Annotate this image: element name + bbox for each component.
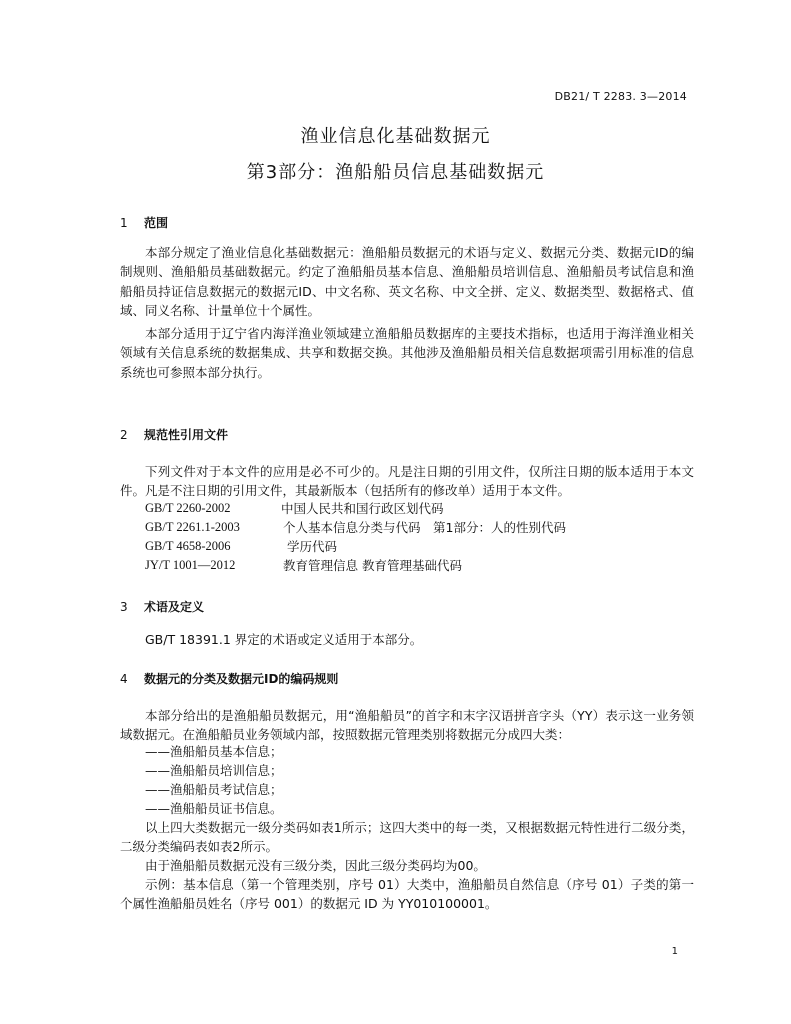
reference-code: GB/T 2260-2002 — [145, 501, 231, 515]
section-2-heading — [120, 426, 228, 443]
third-level-note: 由于渔船船员数据元没有三级分类，因此三级分类码均为00。 — [145, 858, 486, 873]
section-title: 规范性引用文件 — [144, 428, 229, 442]
section-title: 术语及定义 — [144, 600, 205, 614]
section-number: 4 — [120, 672, 128, 686]
reference-code: GB/T 4658-2006 — [145, 539, 231, 553]
reference-code: JY/T 1001—2012 — [145, 558, 236, 572]
section-number: 2 — [120, 428, 128, 442]
section-number: 3 — [120, 600, 128, 614]
section-1-heading — [120, 214, 168, 231]
list-item: ——渔船船员培训信息； — [145, 763, 283, 778]
document-title: 渔业信息化基础数据元 — [300, 126, 491, 147]
list-item: ——渔船船员考试信息； — [145, 782, 283, 797]
terms-paragraph: GB/T 18391.1 界定的术语或定义适用于本部分。 — [145, 632, 423, 647]
standard-code: DB21/ T 2283. 3—2014 — [554, 90, 687, 103]
reference-row — [145, 537, 338, 556]
scope-paragraph-2: 本部分适用于辽宁省内海洋渔业领域建立渔船船员数据库的主要技术指标，也适用于海洋渔业相关领域有关信息系统的数据集成、共享和数据交换。其他涉及渔船船员相关信息数据项需引用标准的信息系统也可参照本部分执行。 — [120, 326, 694, 380]
scope-paragraph-1: 本部分规定了渔业信息化基础数据元：渔船船员数据元的术语与定义、数据元分类、数据元ID的编制规则、渔船船员基础数据元。约定了渔船船员基本信息、渔船船员培训信息、渔船船员考试信息和渔船船员持证信息数据元的数据元ID、中文名称、英文名称、中文全拼、定义、数据类型、数据格式、值域、同义名称、计量单位十个属性。 — [120, 245, 694, 318]
classification-paragraph: 本部分给出的是渔船船员数据元，用“渔船船员”的首字和末字汉语拼音字头（YY）表示这一业务领域数据元。在渔船船员业务领域内部，按照数据元管理类别将数据元分成四大类： — [120, 708, 694, 743]
reference-title: 中国人民共和国行政区划代码 — [281, 501, 444, 516]
reference-code: GB/T 2261.1-2003 — [145, 520, 240, 534]
reference-title: 学历代码 — [287, 539, 338, 554]
reference-title: 教育管理信息 教育管理基础代码 — [283, 558, 462, 573]
reference-row — [145, 518, 566, 537]
reference-row — [145, 499, 444, 518]
section-number: 1 — [120, 216, 128, 230]
document-subtitle: 第3部分：渔船船员信息基础数据元 — [246, 162, 545, 183]
section-title: 数据元的分类及数据元ID的编码规则 — [144, 672, 339, 686]
section-title: 范围 — [144, 216, 169, 230]
page-number: 1 — [671, 946, 678, 957]
reference-title: 个人基本信息分类与代码 第1部分：人的性别代码 — [283, 520, 566, 535]
list-item: ——渔船船员证书信息。 — [145, 801, 283, 816]
section-4-heading — [120, 670, 338, 687]
section-3-heading — [120, 598, 204, 615]
example-paragraph: 示例：基本信息（第一个管理类别，序号 01）大类中，渔船船员自然信息（序号 01）子类的第一个属性渔船船员姓名（序号 001）的数据元 ID 为 YY010100001。 — [120, 877, 694, 912]
reference-row — [145, 556, 462, 575]
references-intro: 下列文件对于本文件的应用是必不可少的。凡是注日期的引用文件，仅所注日期的版本适用于本文件。凡是不注日期的引用文件，其最新版本（包括所有的修改单）适用于本文件。 — [120, 464, 694, 499]
list-item: ——渔船船员基本信息； — [145, 744, 283, 759]
classification-table-note: 以上四大类数据元一级分类码如表1所示；这四大类中的每一类，又根据数据元特性进行二级分类，二级分类编码表如表2所示。 — [120, 820, 694, 855]
